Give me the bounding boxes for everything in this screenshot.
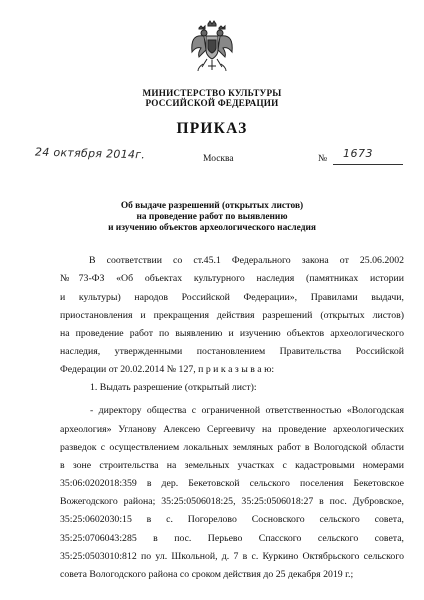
body-line: №73-ФЗ «Об объектах культурного наследия (памятниках истории [60,273,404,284]
body-line: Вожегодского района; 35:25:0506018:25, 35:25:0506018:27 в пос. Дубровское, [60,496,404,507]
handwritten-date: 24 октября 2014г. [34,145,146,162]
body-line: 35:25:0706043:285 в пос. Перьево Спасского сельского совета, [60,533,404,544]
body-line: 35:25:0503010:812 по ул. Школьной, д. 7 в с. Куркино Октябрьского сельского [60,551,404,562]
body-line: наследия, утвержденными постановлением Правительства Российской [60,346,404,357]
list-item-heading: 1. Выдать разрешение (открытый лист): [90,382,257,393]
number-underline [333,164,403,165]
ministry-line-2: РОССИЙСКОЙ ФЕДЕРАЦИИ [145,98,279,108]
body-line: Федерации от 20.02.2014 № 127, п р и к а з ы в а ю: [60,364,275,375]
body-line: на проведение работ по выявлению и изучению объектов археологического [60,328,404,339]
document-type-title: ПРИКАЗ [176,120,248,137]
body-line: разведок с осуществлением локальных земляных работ в Вологодской области [60,442,404,453]
body-line: приостановления и прекращения действия разрешений (открытых листов) [60,310,404,321]
subject-line-2: на проведение работ по выявлению [136,212,288,222]
body-line: совета Вологодского района со сроком действия до 25 декабря 2019 г.; [60,569,354,580]
body-line: и культуры) народов Российской Федерации», Правилами выдачи, [60,292,404,303]
ministry-line-1: МИНИСТЕРСТВО КУЛЬТУРЫ [142,88,282,98]
body-line: В соответствии со ст.45.1 Федерального закона от 25.06.2002 [89,255,404,266]
body-line: 35:06:0202018:359 в дер. Бекетовской сельского поселения Бекетовское [60,478,404,489]
russian-coat-of-arms-icon [189,20,235,74]
body-line: археология» Угланову Алексею Сергеевичу на проведение археологических [60,424,404,435]
number-label: № [318,154,328,164]
handwritten-number: 1673 [343,147,373,160]
subject-line-3: и изучению объектов археологического наследия [108,223,316,233]
city-label: Москва [203,154,234,164]
body-line: 35:25:0602030:15 в с. Погорелово Сосновского сельского совета, [60,514,404,525]
body-line: - директору общества с ограниченной ответственностью «Вологодская [90,405,404,416]
subject-line-1: Об выдаче разрешений (открытых листов) [120,201,304,211]
body-line: в зоне строительства на земельных участках с кадастровыми номерами [60,460,404,471]
